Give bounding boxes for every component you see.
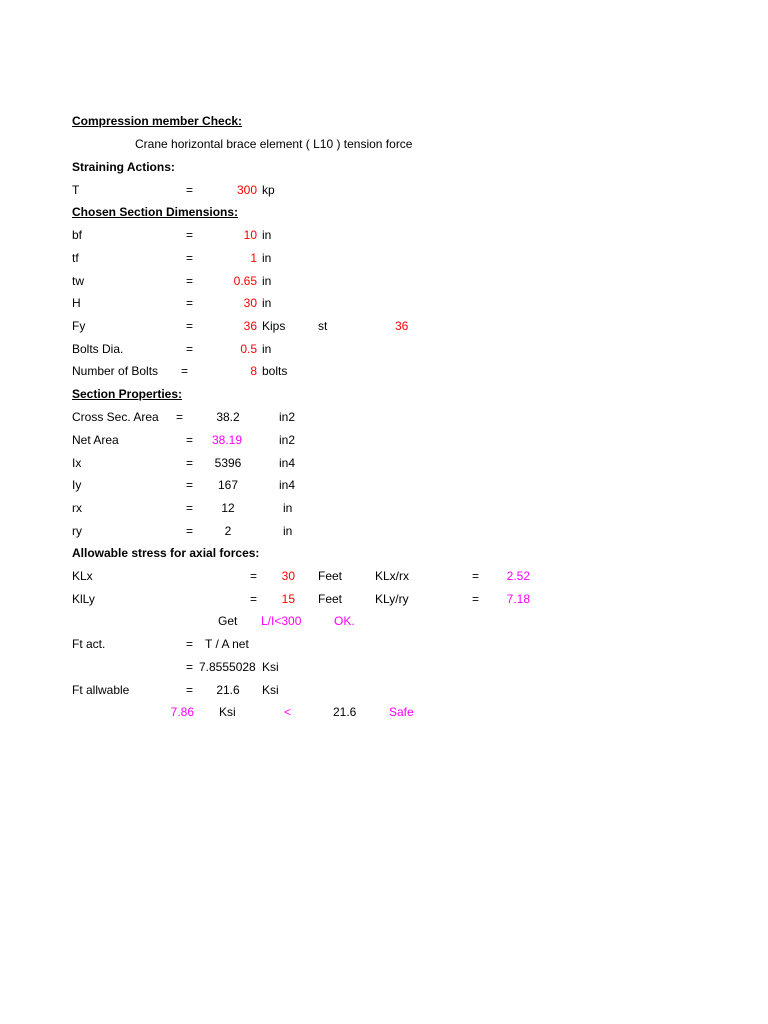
formula-ft-act: T / A net [205, 637, 249, 651]
unit-bolts-dia: in [262, 342, 272, 356]
equals-sign: = [186, 251, 194, 265]
value-tw: 0.65 [233, 274, 257, 288]
unit-cross-sec-area: in2 [279, 410, 296, 424]
equals-sign: = [186, 478, 194, 492]
value-t: 300 [236, 183, 257, 197]
equals-sign: = [176, 410, 184, 424]
unit-klx: Feet [318, 569, 343, 583]
description-text: Crane horizontal brace element ( L10 ) tension force [135, 137, 413, 151]
value-kly-ry: 7.18 [506, 592, 530, 606]
equals-sign: = [472, 569, 480, 583]
unit-iy: in4 [279, 478, 296, 492]
value-check-allowable: 21.6 [333, 705, 357, 719]
equals-sign: = [250, 569, 258, 583]
value-ry: 2 [224, 524, 232, 538]
equals-sign: = [186, 228, 194, 242]
heading-compression-check: Compression member Check: [72, 114, 243, 128]
value-cross-sec-area: 38.2 [216, 410, 240, 424]
unit-number-of-bolts: bolts [262, 364, 288, 378]
equals-sign: = [186, 319, 194, 333]
label-klx: KLx [72, 569, 93, 583]
unit-ry: in [283, 524, 293, 538]
value-ft-allowable: 21.6 [216, 683, 240, 697]
value-slenderness-condition: L/I<300 [261, 614, 302, 628]
value-slenderness-result: OK. [334, 614, 355, 628]
label-ry: ry [72, 524, 82, 538]
equals-sign: = [186, 274, 194, 288]
heading-section-dimensions: Chosen Section Dimensions: [72, 205, 239, 219]
unit-net-area: in2 [279, 433, 296, 447]
heading-section-properties: Section Properties: [72, 387, 183, 401]
equals-sign: = [186, 433, 194, 447]
unit-t: kp [262, 183, 275, 197]
value-tf: 1 [250, 251, 257, 265]
unit-tf: in [262, 251, 272, 265]
unit-kly: Feet [318, 592, 343, 606]
value-iy: 167 [217, 478, 239, 492]
equals-sign: = [186, 456, 194, 470]
value-number-of-bolts: 8 [250, 364, 257, 378]
label-ix: Ix [72, 456, 82, 470]
label-tf: tf [72, 251, 79, 265]
equals-sign: = [186, 342, 194, 356]
unit-check: Ksi [219, 705, 236, 719]
label-tw: tw [72, 274, 84, 288]
value-bolts-dia: 0.5 [240, 342, 257, 356]
unit-h: in [262, 296, 272, 310]
label-kly-ry: KLy/ry [375, 592, 409, 606]
equals-sign: = [186, 660, 194, 674]
value-net-area: 38.19 [212, 433, 243, 447]
unit-bf: in [262, 228, 272, 242]
value-st: 36 [395, 319, 409, 333]
heading-allowable-stress: Allowable stress for axial forces: [72, 546, 260, 560]
value-kly: 15 [281, 592, 295, 606]
value-fy: 36 [243, 319, 257, 333]
label-bf: bf [72, 228, 83, 242]
equals-sign: = [472, 592, 480, 606]
label-bolts-dia: Bolts Dia. [72, 342, 124, 356]
label-get: Get [218, 614, 238, 628]
value-ix: 5396 [214, 456, 242, 470]
equals-sign: = [250, 592, 258, 606]
equals-sign: = [186, 183, 194, 197]
label-iy: Iy [72, 478, 82, 492]
equals-sign: = [186, 501, 194, 515]
equals-sign: = [181, 364, 189, 378]
label-st: st [318, 319, 328, 333]
unit-ix: in4 [279, 456, 296, 470]
equals-sign: = [186, 637, 194, 651]
label-cross-sec-area: Cross Sec. Area [72, 410, 159, 424]
unit-rx: in [283, 501, 293, 515]
label-t: T [72, 183, 80, 197]
label-ft-act: Ft act. [72, 637, 106, 651]
check-result: Safe [389, 705, 414, 719]
value-h: 30 [243, 296, 257, 310]
value-ft-act: 7.8555028 [199, 660, 256, 674]
value-klx-rx: 2.52 [506, 569, 530, 583]
unit-tw: in [262, 274, 272, 288]
value-check-actual: 7.86 [170, 705, 194, 719]
value-bf: 10 [243, 228, 257, 242]
check-operator: < [284, 705, 292, 719]
value-rx: 12 [221, 501, 235, 515]
heading-straining-actions: Straining Actions: [72, 160, 175, 174]
label-h: H [72, 296, 81, 310]
equals-sign: = [186, 296, 194, 310]
unit-ft-act: Ksi [262, 660, 279, 674]
unit-ft-allowable: Ksi [262, 683, 279, 697]
label-ft-allowable: Ft allwable [72, 683, 130, 697]
unit-fy: Kips [262, 319, 286, 333]
label-net-area: Net Area [72, 433, 119, 447]
label-fy: Fy [72, 319, 86, 333]
label-number-of-bolts: Number of Bolts [72, 364, 159, 378]
label-kly: KlLy [72, 592, 95, 606]
equals-sign: = [186, 683, 194, 697]
equals-sign: = [186, 524, 194, 538]
label-rx: rx [72, 501, 82, 515]
label-klx-rx: KLx/rx [375, 569, 410, 583]
value-klx: 30 [281, 569, 295, 583]
